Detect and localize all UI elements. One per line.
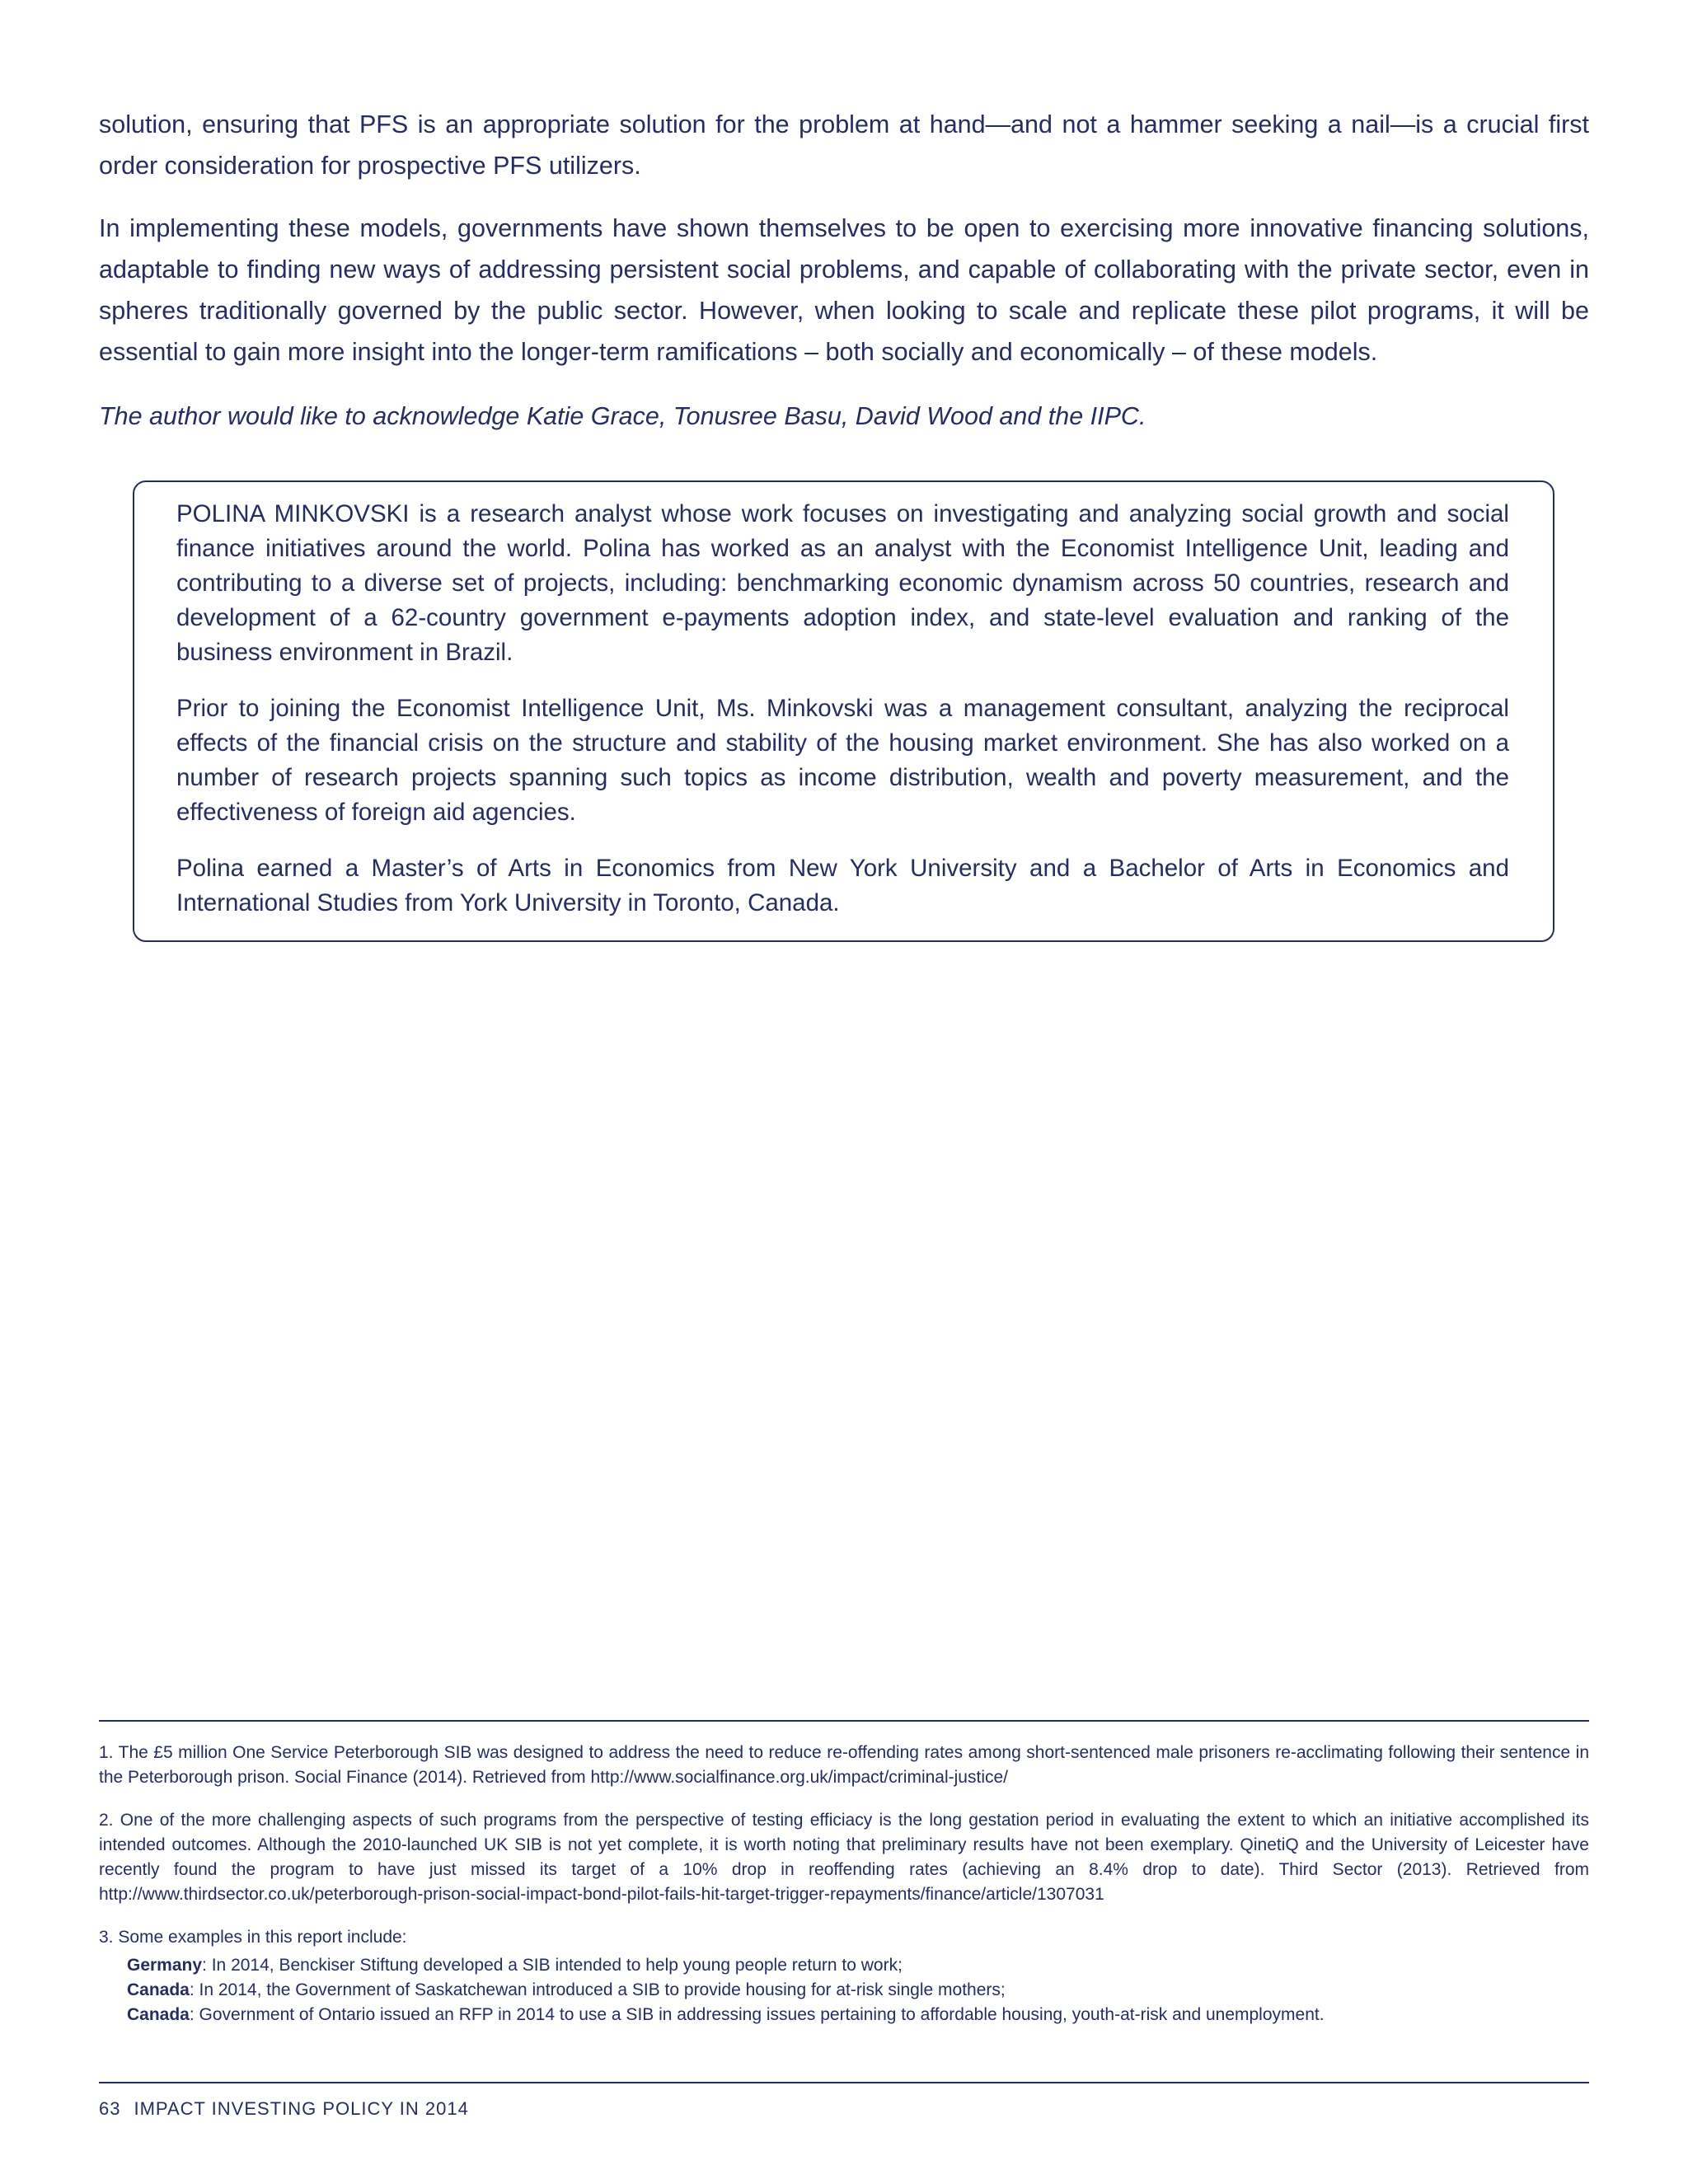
footnote-3-text: : Government of Ontario issued an RFP in 2014 to use a SIB in addressing issues pertaining to affordable housing, youth-at-risk and unemployment. <box>189 2005 1325 2024</box>
page-number: 63 <box>99 2098 121 2119</box>
body-paragraph-1 <box>99 104 1589 186</box>
footnote-3-country: Canada <box>127 1980 190 1999</box>
body-text-2: In implementing these models, governments have shown themselves to be open to exercising more innovative financing solutions, adaptable to finding new ways of addressing persistent social problems, and capable of collaborating with the private sector, even in spheres traditionally governed by the public sector. However, when looking to scale and replicate these pilot programs, it will be essential to gain more insight into the longer-term ramifications – both socially and economically – of these models. <box>99 214 1589 366</box>
footnote-3-item <box>99 1953 1589 1978</box>
bio-paragraph-1: POLINA MINKOVSKI is a research analyst whose work focuses on investigating and analyzing social growth and social finance initiatives around the world. Polina has worked as an analyst with the Economist Intelligence Unit, leading and contributing to a diverse set of projects, including: benchmarking economic dynamism across 50 countries, research and development of a 62-country government e-payments adoption index, and state-level evaluation and ranking of the business environment in Brazil. <box>176 500 1509 666</box>
footnote-3-item <box>99 1978 1589 2003</box>
footnote-divider <box>99 1720 1589 1722</box>
body-paragraph-2 <box>99 208 1589 373</box>
bio-paragraph-3: Polina earned a Master’s of Arts in Economics from New York University and a Bachelor of Arts in Economics and International Studies from York University in Toronto, Canada. <box>176 855 1509 916</box>
bio-paragraph-2: Prior to joining the Economist Intelligence Unit, Ms. Minkovski was a management consultant, analyzing the reciprocal effects of the financial crisis on the structure and stability of the housing market environment. She has also worked on a number of research projects spanning such topics as income distribution, wealth and poverty measurement, and the effectiveness of foreign aid agencies. <box>176 695 1509 826</box>
page-footer <box>99 2097 469 2121</box>
author-bio-content <box>176 497 1509 942</box>
footnote-3-item <box>99 2003 1589 2027</box>
acknowledgment <box>99 396 1589 437</box>
footnote-3-country: Canada <box>127 2005 190 2024</box>
footnote-3-text: : In 2014, the Government of Saskatchewan introduced a SIB to provide housing for at-risk single mothers; <box>189 1980 1006 1999</box>
footnote-3-text: : In 2014, Benckiser Stiftung developed a SIB intended to help young people return to work; <box>202 1956 903 1975</box>
body-text-1: solution, ensuring that PFS is an appropriate solution for the problem at hand—and not a hammer seeking a nail—is a crucial first order consideration for prospective PFS utilizers. <box>99 110 1589 180</box>
footnote-3-intro: 3. Some examples in this report include: <box>99 1928 407 1947</box>
footer-divider <box>99 2082 1589 2083</box>
footnote-3-country: Germany <box>127 1956 203 1975</box>
author-bio-box <box>133 480 1554 942</box>
acknowledgment-text: The author would like to acknowledge Katie Grace, Tonusree Basu, David Wood and the IIPC. <box>99 402 1146 430</box>
footer-title: IMPACT INVESTING POLICY IN 2014 <box>134 2098 469 2119</box>
footnotes <box>99 1741 1589 2027</box>
footnote-2: 2. One of the more challenging aspects of such programs from the perspective of testing efficiacy is the long gestation period in evaluating the extent to which an initiative accomplished its intended outcomes. Although the 2010-launched UK SIB is not yet complete, it is worth noting that preliminary results have not been exemplary. QinetiQ and the University of Leicester have recently found the program to have just missed its target of a 10% drop in reoffending rates (achieving an 8.4% drop to date). Third Sector (2013). Retrieved from http://www.thirdsector.co.uk/peterborough-prison-social-impact-bond-pilot-fails-hit-target-trigger-repayments/finance/article/1307031 <box>99 1811 1589 1904</box>
footnote-1: 1. The £5 million One Service Peterborough SIB was designed to address the need to reduce re-offending rates among short-sentenced male prisoners re-acclimating following their sentence in the Peterborough prison. Social Finance (2014). Retrieved from http://www.socialfinance.org.uk/impact/criminal-justice/ <box>99 1743 1589 1787</box>
